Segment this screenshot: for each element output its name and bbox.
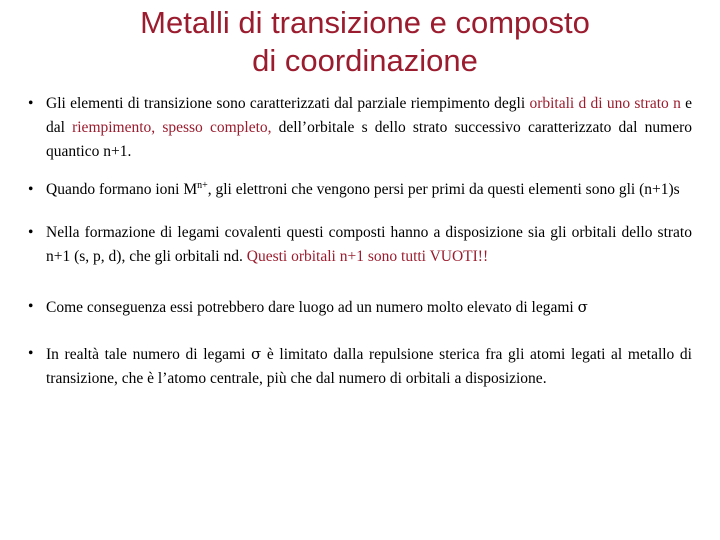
bullet-4-text-a: Come conseguenza essi potrebbero dare luogo ad un numero molto elevato di legami (46, 299, 578, 316)
bullet-item-5 (28, 342, 692, 391)
sigma-symbol: σ (577, 298, 588, 316)
title-line-2: di coordinazione (252, 43, 478, 78)
bullet-1-text-b: e dal (46, 95, 692, 136)
bullet-1-highlight-b: riempimento, spesso completo, (72, 119, 272, 136)
sigma-symbol: σ (251, 345, 262, 363)
bullet-item-4 (28, 295, 692, 320)
bullet-1-text-c: dell’orbitale s dello strato successivo caratterizzato dal numero quantico n+1. (46, 119, 692, 160)
bullet-1-highlight-a: orbitali d di uno strato n (529, 95, 681, 112)
bullet-item-3 (28, 221, 692, 269)
bullet-1-text-a: Gli elementi di transizione sono caratterizzati dal parziale riempimento degli (46, 95, 530, 112)
bullet-2-text-b: , gli elettroni che vengono persi per primi da questi elementi sono gli (n+1)s (207, 181, 680, 198)
bullet-2-superscript: n+ (197, 179, 208, 191)
bullet-2-text-a: Quando formano ioni M (46, 181, 198, 198)
bullet-list (28, 92, 692, 391)
bullet-5-text-b: è limitato dalla repulsione sterica fra gli atomi legati al metallo di transizione, che è l’atomo centrale, più che dal numero di orbitali a disposizione. (46, 346, 692, 387)
bullet-item-1 (28, 92, 692, 164)
bullet-item-2 (28, 178, 692, 202)
slide-title (60, 4, 670, 80)
title-line-1: Metalli di transizione e composto (140, 5, 590, 40)
bullet-5-text-a: In realtà tale numero di legami (46, 346, 252, 363)
bullet-3-text-a: Nella formazione di legami covalenti questi composti hanno a disposizione sia gli orbitali dello strato n+1 (s, p, d), che gli orbitali nd. (46, 224, 692, 265)
bullet-3-highlight: Questi orbitali n+1 sono tutti VUOTI!! (246, 248, 489, 265)
